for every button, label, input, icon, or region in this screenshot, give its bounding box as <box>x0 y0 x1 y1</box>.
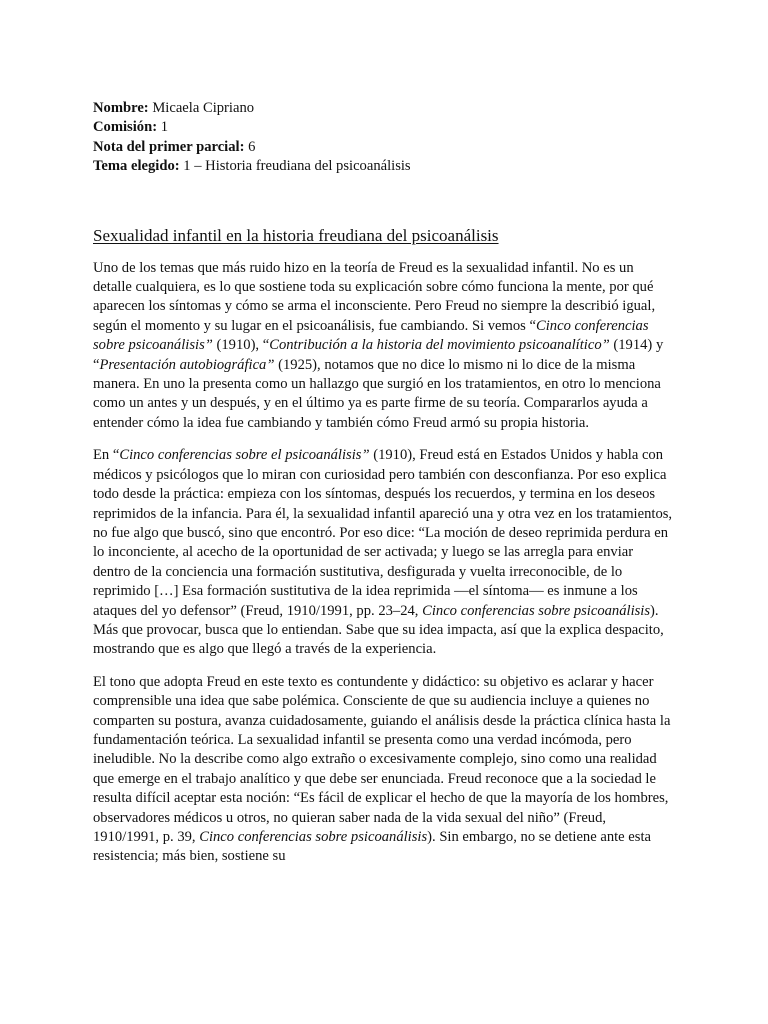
text-run: ). Más que provocar, busca que lo entiendan. Sabe que su idea impacta, así que la explica despacito, mostrando que es algo que llegó a través de la experiencia. <box>93 602 664 658</box>
comision-line <box>93 118 673 137</box>
comision-label: Comisión: <box>93 119 158 136</box>
nombre-line <box>93 99 673 118</box>
text-run: En “ <box>93 447 120 464</box>
italic-citation: Contribución a la historia del movimiento psicoanalítico” <box>269 337 610 354</box>
italic-citation: Cinco conferencias sobre el psicoanálisis” <box>119 447 370 464</box>
italic-citation: Cinco conferencias sobre psicoanálisis <box>422 602 651 619</box>
nota-line <box>93 138 673 157</box>
italic-citation: Presentación autobiográfica” <box>99 356 275 373</box>
comision-value: 1 <box>157 119 169 136</box>
text-run: ). Sin embargo, no se detiene ante esta resistencia; más bien, sostiene su <box>93 829 651 865</box>
italic-citation: Cinco conferencias sobre psicoanálisis” <box>93 317 649 354</box>
nombre-value: Micaela Cipriano <box>148 100 255 116</box>
nota-value: 6 <box>244 138 256 155</box>
paragraph <box>93 446 673 659</box>
text-run: (1910), “ <box>212 337 270 354</box>
italic-citation: Cinco conferencias sobre psicoanálisis <box>199 829 428 845</box>
nombre-label: Nombre: <box>93 100 149 116</box>
tema-label: Tema elegido: <box>93 158 180 175</box>
nota-label: Nota del primer parcial: <box>93 138 245 155</box>
tema-value: 1 – Historia freudiana del psicoanálisis <box>179 158 411 175</box>
text-run: (1914) y “ <box>93 337 664 373</box>
text-run: (1925), notamos que no dice lo mismo ni lo dice de la misma manera. En uno la presenta como un hallazgo que surgió en los tratamientos, en otro lo menciona como un antes y un después, y en el último ya es parte firme de su teoría. Compararlos ayuda a entender cómo la idea fue cambiando y también cómo Freud armó su propia historia. <box>93 356 661 431</box>
paragraph <box>93 259 673 434</box>
document-title: Sexualidad infantil en la historia freudiana del psicoanálisis <box>93 225 499 245</box>
document-page <box>93 99 673 867</box>
text-run: (1910), Freud está en Estados Unidos y habla con médicos y psicólogos que lo miran con curiosidad pero también con desconfianza. Por eso explica todo desde la práctica: empieza con los síntomas, después los recuerdos, y termina en los deseos reprimidos de la infancia. Para él, la sexualidad infantil apareció una y otra vez en los tratamientos, no fue algo que buscó, sino que encontró. Por eso dice: “La moción de deseo reprimida perdura en lo inconciente, al acecho de la oportunidad de ser activada; y luego se las arregla para enviar dentro de la conciencia una formación sustitutiva, desfigurada y vuelta irreconocible, de lo reprimido […] Esa formación sustitutiva de la idea reprimida —el síntoma— es inmune a los ataques del yo defensor” (Freud, 1910/1991, pp. 23–24, <box>93 447 673 619</box>
body-text <box>93 259 673 867</box>
paragraph <box>93 673 673 867</box>
text-run: Uno de los temas que más ruido hizo en la teoría de Freud es la sexualidad infantil. No es un detalle cualquiera, es lo que sostiene toda su explicación sobre cómo funciona la mente, por qué aparecen los síntomas y cómo se arma el inconsciente. Pero Freud no siempre la describió igual, según el momento y su lugar en el psicoanálisis, fue cambiando. Si vemos “ <box>93 259 656 334</box>
text-run: El tono que adopta Freud en este texto es contundente y didáctico: su objetivo es aclarar y hacer comprensible una idea que sabe polémica. Consciente de que su audiencia incluye a quienes no comparten su postura, avanza cuidadosamente, guiando el análisis desde la práctica clínica hasta la fundamentación teórica. La sexualidad infantil se presenta como una verdad incómoda, pero ineludible. No la describe como algo extraño o excesivamente complejo, sino como una realidad que emerge en el trabajo analítico y que debe ser enunciada. Freud reconoce que a la sociedad le resulta difícil aceptar esta noción: “Es fácil de explicar el hecho de que la mayoría de los hombres, observadores médicos u otros, no quieran saber nada de la vida sexual del niño” (Freud, 1910/1991, p. 39, <box>93 673 671 845</box>
tema-line <box>93 157 673 176</box>
